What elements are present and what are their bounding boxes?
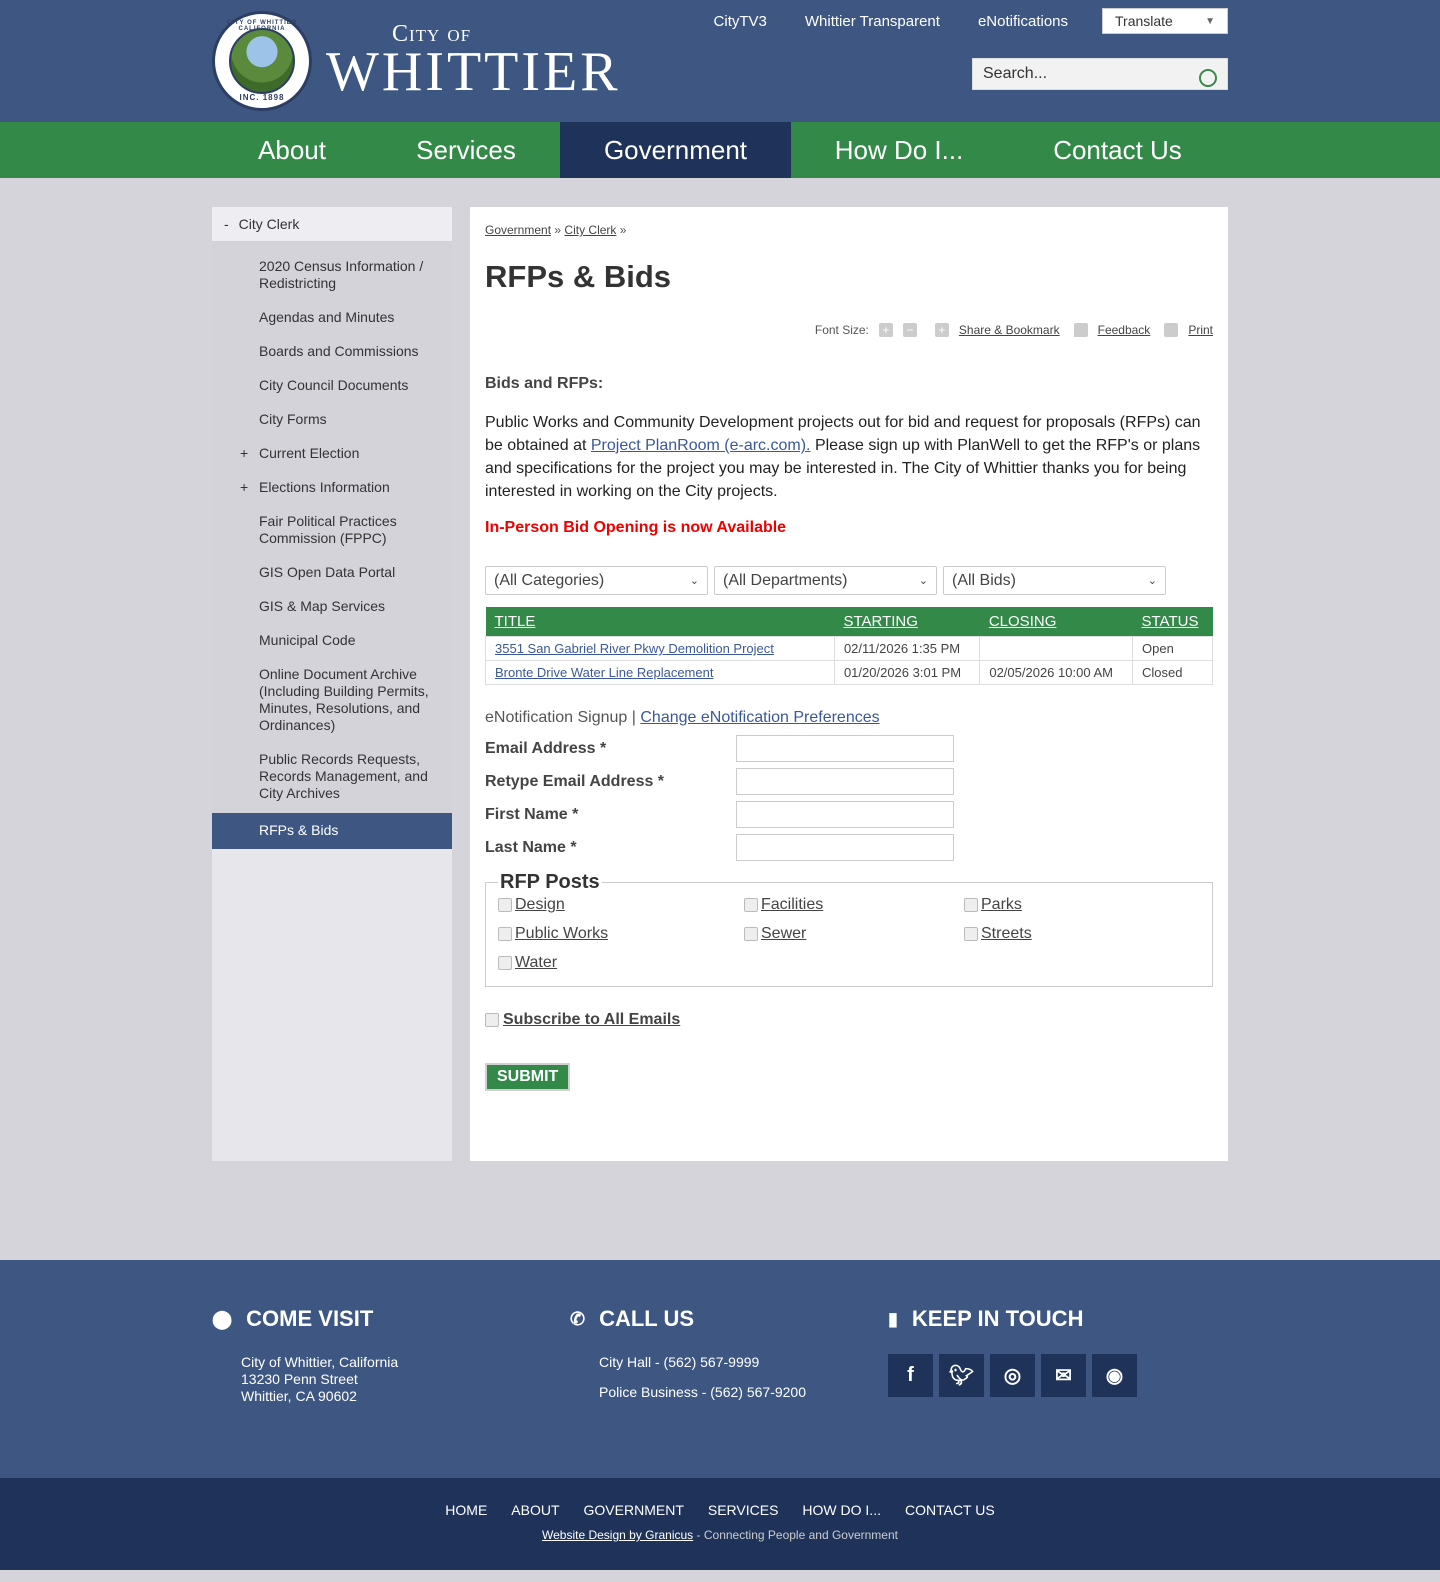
bid-title-link[interactable]: 3551 San Gabriel River Pkwy Demolition Project <box>495 641 774 656</box>
nextdoor-icon[interactable]: ◉ <box>1092 1354 1137 1397</box>
sidebar-item-census[interactable]: 2020 Census Information / Redistricting <box>259 258 424 291</box>
post-public-works[interactable]: Public Works <box>498 925 744 943</box>
print-link[interactable]: Print <box>1188 323 1213 337</box>
checkbox[interactable] <box>964 927 978 941</box>
category-select[interactable]: (All Categories) ⌄ <box>485 566 708 595</box>
retype-email-label: Retype Email Address * <box>485 772 665 790</box>
footer-call: ✆ CALL US City Hall - (562) 567-9999 Police Business - (562) 567-9200 <box>570 1306 888 1414</box>
checkbox[interactable] <box>498 898 512 912</box>
footer-government-link[interactable]: GOVERNMENT <box>583 1502 684 1518</box>
font-size-label: Font Size: <box>814 323 869 337</box>
post-streets[interactable]: Streets <box>964 925 1200 943</box>
chevron-down-icon: ⌄ <box>1147 575 1157 587</box>
print-icon <box>1164 323 1178 337</box>
sidebar-item-gis-open-data[interactable]: GIS Open Data Portal <box>259 564 396 580</box>
footer-home-link[interactable]: HOME <box>445 1502 488 1518</box>
bid-filters <box>485 566 1213 595</box>
wordmark-small: City of <box>392 21 472 47</box>
checkbox[interactable] <box>498 956 512 970</box>
sidebar-item-fppc[interactable]: Fair Political Practices Commission (FPPC) <box>259 513 397 546</box>
sidebar-head-label: City Clerk <box>238 216 300 232</box>
city-hall-phone[interactable]: City Hall - (562) 567-9999 <box>599 1354 760 1370</box>
footer-services-link[interactable]: SERVICES <box>707 1502 779 1518</box>
main-nav <box>0 122 1440 178</box>
footer-contact-link[interactable]: CONTACT US <box>904 1502 995 1518</box>
seal-top-text: CITY OF WHITTIER CALIFORNIA <box>226 20 298 32</box>
col-title[interactable]: TITLE <box>486 607 835 637</box>
enotifications-link[interactable]: eNotifications <box>977 13 1068 30</box>
bookmark-icon: ▮ <box>888 1308 898 1329</box>
post-facilities[interactable]: Facilities <box>744 896 964 914</box>
post-water[interactable]: Water <box>498 954 744 972</box>
post-design[interactable]: Design <box>498 896 744 914</box>
intro-paragraph: Public Works and Community Development projects out for bid and request for proposals (RFPs) can be obtained at Project PlanRoom (e-arc.com). Please sign up with PlanWell to get the RFP's or plans and specifications for the project you may be interested in. The City of Whittier thanks you for being interested in working on the City projects. <box>485 414 1201 500</box>
footer-keep-in-touch: ▮ KEEP IN TOUCH f 🐦︎ ◎ ✉ ◉ <box>888 1306 1137 1414</box>
sidebar-list <box>212 242 452 849</box>
facebook-icon[interactable]: f <box>888 1354 933 1397</box>
section-heading: Bids and RFPs: <box>485 375 604 392</box>
collapse-icon[interactable]: - <box>224 216 229 232</box>
nav-how-do-i[interactable]: How Do I... <box>834 134 964 165</box>
status-cell: Closed <box>1133 661 1213 685</box>
nav-services[interactable]: Services <box>416 134 516 165</box>
search-icon[interactable] <box>1199 69 1217 87</box>
checkbox[interactable] <box>744 927 758 941</box>
chevron-down-icon: ⌄ <box>918 575 928 587</box>
bid-opening-notice: In-Person Bid Opening is now Available <box>485 519 787 536</box>
share-bookmark-link[interactable]: Share & Bookmark <box>958 323 1060 337</box>
checkbox[interactable] <box>964 898 978 912</box>
sidebar-item-gis-map[interactable]: GIS & Map Services <box>259 598 386 614</box>
site-footer <box>0 1260 1440 1478</box>
citytv3-link[interactable]: CityTV3 <box>713 13 767 30</box>
share-icon: + <box>935 323 949 337</box>
nav-government[interactable]: Government <box>560 122 791 178</box>
search-input[interactable]: Search... <box>983 65 1048 82</box>
enotification-header: eNotification Signup | Change eNotification Preferences <box>485 709 880 726</box>
feedback-link[interactable]: Feedback <box>1097 323 1151 337</box>
wordmark <box>326 21 621 103</box>
site-logo[interactable] <box>212 11 621 111</box>
checkbox[interactable] <box>498 927 512 941</box>
twitter-icon[interactable]: 🐦︎ <box>939 1354 984 1397</box>
sidebar-item-document-archive[interactable]: Online Document Archive (Including Building Permits, Minutes, Resolutions, and Ordinances) <box>259 666 429 733</box>
status-cell: Open <box>1133 637 1213 661</box>
checkbox[interactable] <box>485 1013 499 1027</box>
col-closing[interactable]: CLOSING <box>980 607 1133 637</box>
utility-links <box>714 13 1068 30</box>
email-icon[interactable]: ✉ <box>1041 1354 1086 1397</box>
font-increase-icon[interactable]: + <box>879 323 893 337</box>
bid-status-select[interactable]: (All Bids) ⌄ <box>943 566 1166 595</box>
planroom-link[interactable]: Project PlanRoom (e-arc.com). <box>590 437 811 454</box>
breadcrumb-government[interactable]: Government <box>485 223 552 237</box>
instagram-icon[interactable]: ◎ <box>990 1354 1035 1397</box>
sidebar-item-rfps-bids[interactable]: RFPs & Bids <box>212 813 452 849</box>
credit-line: Website Design by Granicus - Connecting People and Government <box>542 1528 898 1542</box>
seal-bottom-text: INC. 1898 <box>239 93 285 102</box>
last-name-field[interactable] <box>736 834 954 861</box>
breadcrumb: Government » City Clerk » <box>485 223 627 237</box>
feedback-icon <box>1074 323 1088 337</box>
sidebar-item-current-election[interactable]: + Current Election <box>240 445 360 461</box>
font-decrease-icon[interactable]: − <box>903 323 917 337</box>
translate-label: Translate <box>1115 13 1173 29</box>
rfp-posts-group <box>485 871 1213 987</box>
sidebar-item-public-records[interactable]: Public Records Requests, Records Management, and City Archives <box>259 751 428 801</box>
bid-title-link[interactable]: Bronte Drive Water Line Replacement <box>495 665 714 680</box>
footer-visit: ⬤ COME VISIT City of Whittier, California 13230 Penn Street Whittier, CA 90602 <box>212 1306 399 1404</box>
content-panel <box>470 207 1228 1161</box>
footer-how-do-i-link[interactable]: HOW DO I... <box>802 1502 881 1518</box>
sidebar-item-boards[interactable]: Boards and Commissions <box>259 343 419 359</box>
sidebar-item-city-forms[interactable]: City Forms <box>259 411 327 427</box>
granicus-link[interactable]: Website Design by Granicus <box>542 1528 694 1542</box>
main-area <box>212 207 1228 1161</box>
translate-select[interactable] <box>1102 8 1228 34</box>
table-row: 3551 San Gabriel River Pkwy Demolition Project 02/11/2026 1:35 PM Open <box>486 637 1213 661</box>
rfp-posts-legend: RFP Posts <box>500 871 600 893</box>
post-sewer[interactable]: Sewer <box>744 925 964 943</box>
post-parks[interactable]: Parks <box>964 896 1200 914</box>
expand-icon[interactable]: + <box>240 479 249 495</box>
page-tools <box>485 323 1213 337</box>
sidebar-item-council-docs[interactable]: City Council Documents <box>259 377 409 393</box>
table-row: Bronte Drive Water Line Replacement 01/20/2026 3:01 PM 02/05/2026 10:00 AM Closed <box>486 661 1213 685</box>
expand-icon[interactable]: + <box>240 445 249 461</box>
nav-contact-us[interactable]: Contact Us <box>1053 134 1182 165</box>
sidebar-item-agendas[interactable]: Agendas and Minutes <box>259 309 395 325</box>
first-name-label: First Name * <box>485 805 579 823</box>
bids-table <box>485 607 1213 685</box>
bottom-bar <box>0 1478 1440 1570</box>
department-select[interactable]: (All Departments) ⌄ <box>714 566 937 595</box>
police-phone[interactable]: Police Business - (562) 567-9200 <box>599 1384 807 1400</box>
last-name-label: Last Name * <box>485 838 577 856</box>
caret-down-icon: ▼ <box>1205 15 1215 27</box>
nav-about[interactable]: About <box>258 134 326 165</box>
retype-email-field[interactable] <box>736 768 954 795</box>
col-status[interactable]: STATUS <box>1133 607 1213 637</box>
first-name-field[interactable] <box>736 801 954 828</box>
sidebar <box>212 207 452 1161</box>
city-seal-icon <box>212 11 312 111</box>
checkbox[interactable] <box>744 898 758 912</box>
page-title: RFPs & Bids <box>485 259 672 294</box>
search-box[interactable] <box>972 58 1228 90</box>
sidebar-item-municipal-code[interactable]: Municipal Code <box>259 632 356 648</box>
change-preferences-link[interactable]: Change eNotification Preferences <box>640 709 880 726</box>
site-header <box>0 0 1440 122</box>
submit-button[interactable]: SUBMIT <box>485 1063 570 1091</box>
sidebar-item-elections-info[interactable]: + Elections Information <box>240 479 390 495</box>
chevron-down-icon: ⌄ <box>689 575 699 587</box>
breadcrumb-city-clerk[interactable]: City Clerk <box>564 223 617 237</box>
whittier-transparent-link[interactable]: Whittier Transparent <box>804 13 940 30</box>
sidebar-item-city-clerk[interactable] <box>212 207 452 242</box>
email-field[interactable] <box>736 735 954 762</box>
email-label: Email Address * <box>485 739 607 757</box>
map-pin-icon: ⬤ <box>212 1308 233 1329</box>
subscribe-all-label[interactable]: Subscribe to All Emails <box>503 1011 681 1028</box>
footer-about-link[interactable]: ABOUT <box>511 1502 560 1518</box>
wordmark-big: WHITTIER <box>326 41 621 103</box>
subscribe-all[interactable] <box>485 1011 1213 1029</box>
phone-icon: ✆ <box>570 1308 586 1329</box>
col-starting[interactable]: STARTING <box>834 607 979 637</box>
